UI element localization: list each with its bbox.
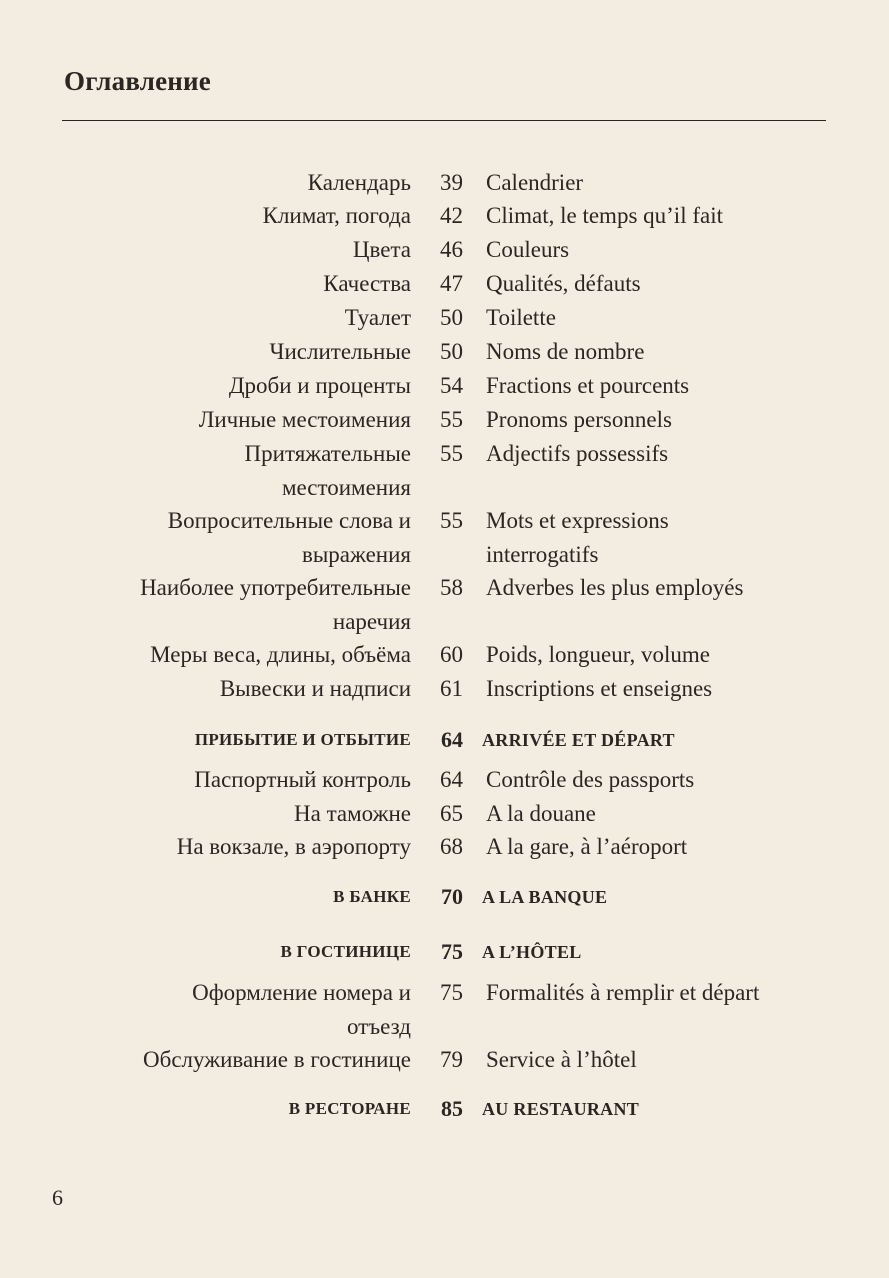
- toc-page-number: 75: [440, 980, 463, 1005]
- toc-russian-title: [31, 301, 411, 335]
- toc-russian-line: ПРИБЫТИЕ И ОТБЫТИЕ: [194, 730, 411, 749]
- toc-french-title: [486, 672, 826, 706]
- toc-russian-title: [31, 403, 411, 437]
- toc-french-title: [482, 1092, 822, 1126]
- toc-russian-line: Притяжательные: [244, 441, 411, 466]
- toc-russian-line: Меры веса, длины, объёма: [150, 642, 411, 667]
- toc-russian-line: наречия: [332, 609, 411, 634]
- toc-russian-title: [31, 199, 411, 233]
- toc-page-number: 42: [440, 203, 463, 228]
- toc-french-line: Qualités, défauts: [486, 271, 641, 296]
- page-number: 6: [52, 1185, 63, 1210]
- toc-french-line: A LA BANQUE: [482, 887, 608, 907]
- toc-russian-line: На вокзале, в аэропорту: [176, 834, 411, 859]
- toc-page-number: 64: [440, 767, 463, 792]
- toc-page-number: 55: [440, 508, 463, 533]
- toc-french-line: Noms de nombre: [486, 339, 645, 364]
- toc-russian-line: местоимения: [281, 475, 411, 500]
- toc-page-number: 58: [440, 575, 463, 600]
- toc-russian-line: В БАНКЕ: [333, 887, 411, 906]
- toc-french-line: Inscriptions et enseignes: [486, 676, 713, 701]
- toc-french-line: Toilette: [486, 305, 556, 330]
- toc-russian-line: В ГОСТИНИЦЕ: [280, 942, 411, 961]
- toc-french-line: Adjectifs possessifs: [486, 441, 669, 466]
- toc-french-line: Calendrier: [486, 170, 584, 195]
- toc-russian-line: В РЕСТОРАНЕ: [288, 1099, 411, 1118]
- toc-french-line: Formalités à remplir et départ: [486, 980, 760, 1005]
- toc-russian-line: Дроби и проценты: [228, 373, 411, 398]
- toc-french-line: interrogatifs: [486, 542, 599, 567]
- toc-russian-title: [31, 504, 411, 572]
- toc-russian-title: [31, 797, 411, 831]
- toc-page-number: 64: [441, 727, 463, 752]
- toc-page-number: 55: [440, 441, 463, 466]
- toc-page-number: 79: [440, 1047, 463, 1072]
- toc-french-title: [486, 797, 826, 831]
- toc-french-line: A la douane: [486, 801, 596, 826]
- toc-page-number: 47: [440, 271, 463, 296]
- toc-russian-title: [31, 830, 411, 864]
- toc-russian-line: Качества: [323, 271, 411, 296]
- toc-page-number: 61: [440, 676, 463, 701]
- toc-page-number: 46: [440, 237, 463, 262]
- toc-french-title: [486, 199, 826, 233]
- toc-french-title: [482, 935, 822, 969]
- toc-russian-line: Календарь: [307, 170, 411, 195]
- toc-russian-title: [31, 571, 411, 639]
- toc-french-title: [486, 403, 826, 437]
- toc-russian-line: Цвета: [352, 237, 411, 262]
- toc-russian-title: [31, 233, 411, 267]
- toc-french-line: Climat, le temps qu’il fait: [486, 203, 723, 228]
- toc-french-line: Fractions et pourcents: [486, 373, 690, 398]
- toc-french-title: [482, 880, 822, 914]
- toc-french-line: Service à l’hôtel: [486, 1047, 637, 1072]
- toc-french-line: Contrôle des passports: [486, 767, 695, 792]
- toc-page-number: 50: [440, 305, 463, 330]
- toc-french-line: Couleurs: [486, 237, 570, 262]
- toc-french-title: [486, 166, 826, 200]
- toc-russian-line: Вопросительные слова и: [167, 508, 411, 533]
- toc-french-line: AU RESTAURANT: [482, 1099, 640, 1119]
- toc-french-title: [486, 763, 826, 797]
- toc-page-number: 65: [440, 801, 463, 826]
- toc-russian-title: [31, 1043, 411, 1077]
- toc-page-number: 39: [440, 170, 463, 195]
- toc-french-line: A L’HÔTEL: [482, 942, 582, 962]
- toc-french-title: [486, 437, 826, 471]
- toc-french-line: Poids, longueur, volume: [486, 642, 710, 667]
- toc-french-title: [486, 369, 826, 403]
- toc-page-number: 75: [441, 939, 463, 964]
- toc-french-title: [486, 301, 826, 335]
- toc-french-title: [486, 335, 826, 369]
- toc-french-title: [486, 504, 826, 572]
- toc-page-number: 68: [440, 834, 463, 859]
- toc-russian-title: [31, 267, 411, 301]
- toc-russian-title: [31, 437, 411, 505]
- toc-russian-title: [31, 369, 411, 403]
- toc-page-number: 54: [440, 373, 463, 398]
- toc-russian-title: [31, 335, 411, 369]
- toc-page-number: 50: [440, 339, 463, 364]
- toc-french-title: [486, 267, 826, 301]
- toc-page-number: 70: [441, 884, 463, 909]
- toc-french-line: ARRIVÉE ET DÉPART: [482, 730, 675, 750]
- toc-russian-title: [31, 763, 411, 797]
- toc-russian-title: [31, 672, 411, 706]
- toc-russian-line: Паспортный контроль: [194, 767, 411, 792]
- toc-russian-line: На таможне: [294, 801, 411, 826]
- toc-french-title: [486, 1043, 826, 1077]
- toc-french-title: [486, 571, 826, 605]
- toc-russian-title: [31, 166, 411, 200]
- toc-page-number: 85: [441, 1096, 463, 1121]
- toc-french-title: [486, 638, 826, 672]
- toc-russian-line: Личные местоимения: [198, 407, 411, 432]
- toc-russian-title: [31, 976, 411, 1044]
- toc-russian-line: отъезд: [346, 1014, 411, 1039]
- toc-french-line: Adverbes les plus employés: [486, 575, 744, 600]
- toc-russian-title: [31, 935, 411, 969]
- toc-french-line: A la gare, à l’aéroport: [486, 834, 688, 859]
- toc-russian-title: [31, 723, 411, 757]
- toc-russian-line: выражения: [301, 542, 411, 567]
- toc-russian-line: Вывески и надписи: [219, 676, 411, 701]
- toc-russian-line: Туалет: [344, 305, 411, 330]
- toc-french-line: Pronoms personnels: [486, 407, 672, 432]
- toc-french-line: Mots et expressions: [486, 508, 669, 533]
- toc-russian-line: Оформление номера и: [192, 980, 411, 1005]
- toc-russian-title: [31, 638, 411, 672]
- toc-page-number: 60: [440, 642, 463, 667]
- toc-russian-line: Обслуживание в гостинице: [143, 1047, 411, 1072]
- toc-russian-line: Числительные: [269, 339, 411, 364]
- toc-russian-line: Климат, погода: [262, 203, 411, 228]
- toc-russian-line: Наиболее употребительные: [140, 575, 411, 600]
- toc-french-title: [486, 976, 826, 1010]
- title-rule: [62, 120, 826, 121]
- toc-french-title: [482, 723, 822, 757]
- toc-french-title: [486, 830, 826, 864]
- toc-russian-title: [31, 880, 411, 914]
- toc-russian-title: [31, 1092, 411, 1126]
- toc-page-number: 55: [440, 407, 463, 432]
- page-title: Оглавление: [64, 66, 211, 96]
- toc-french-title: [486, 233, 826, 267]
